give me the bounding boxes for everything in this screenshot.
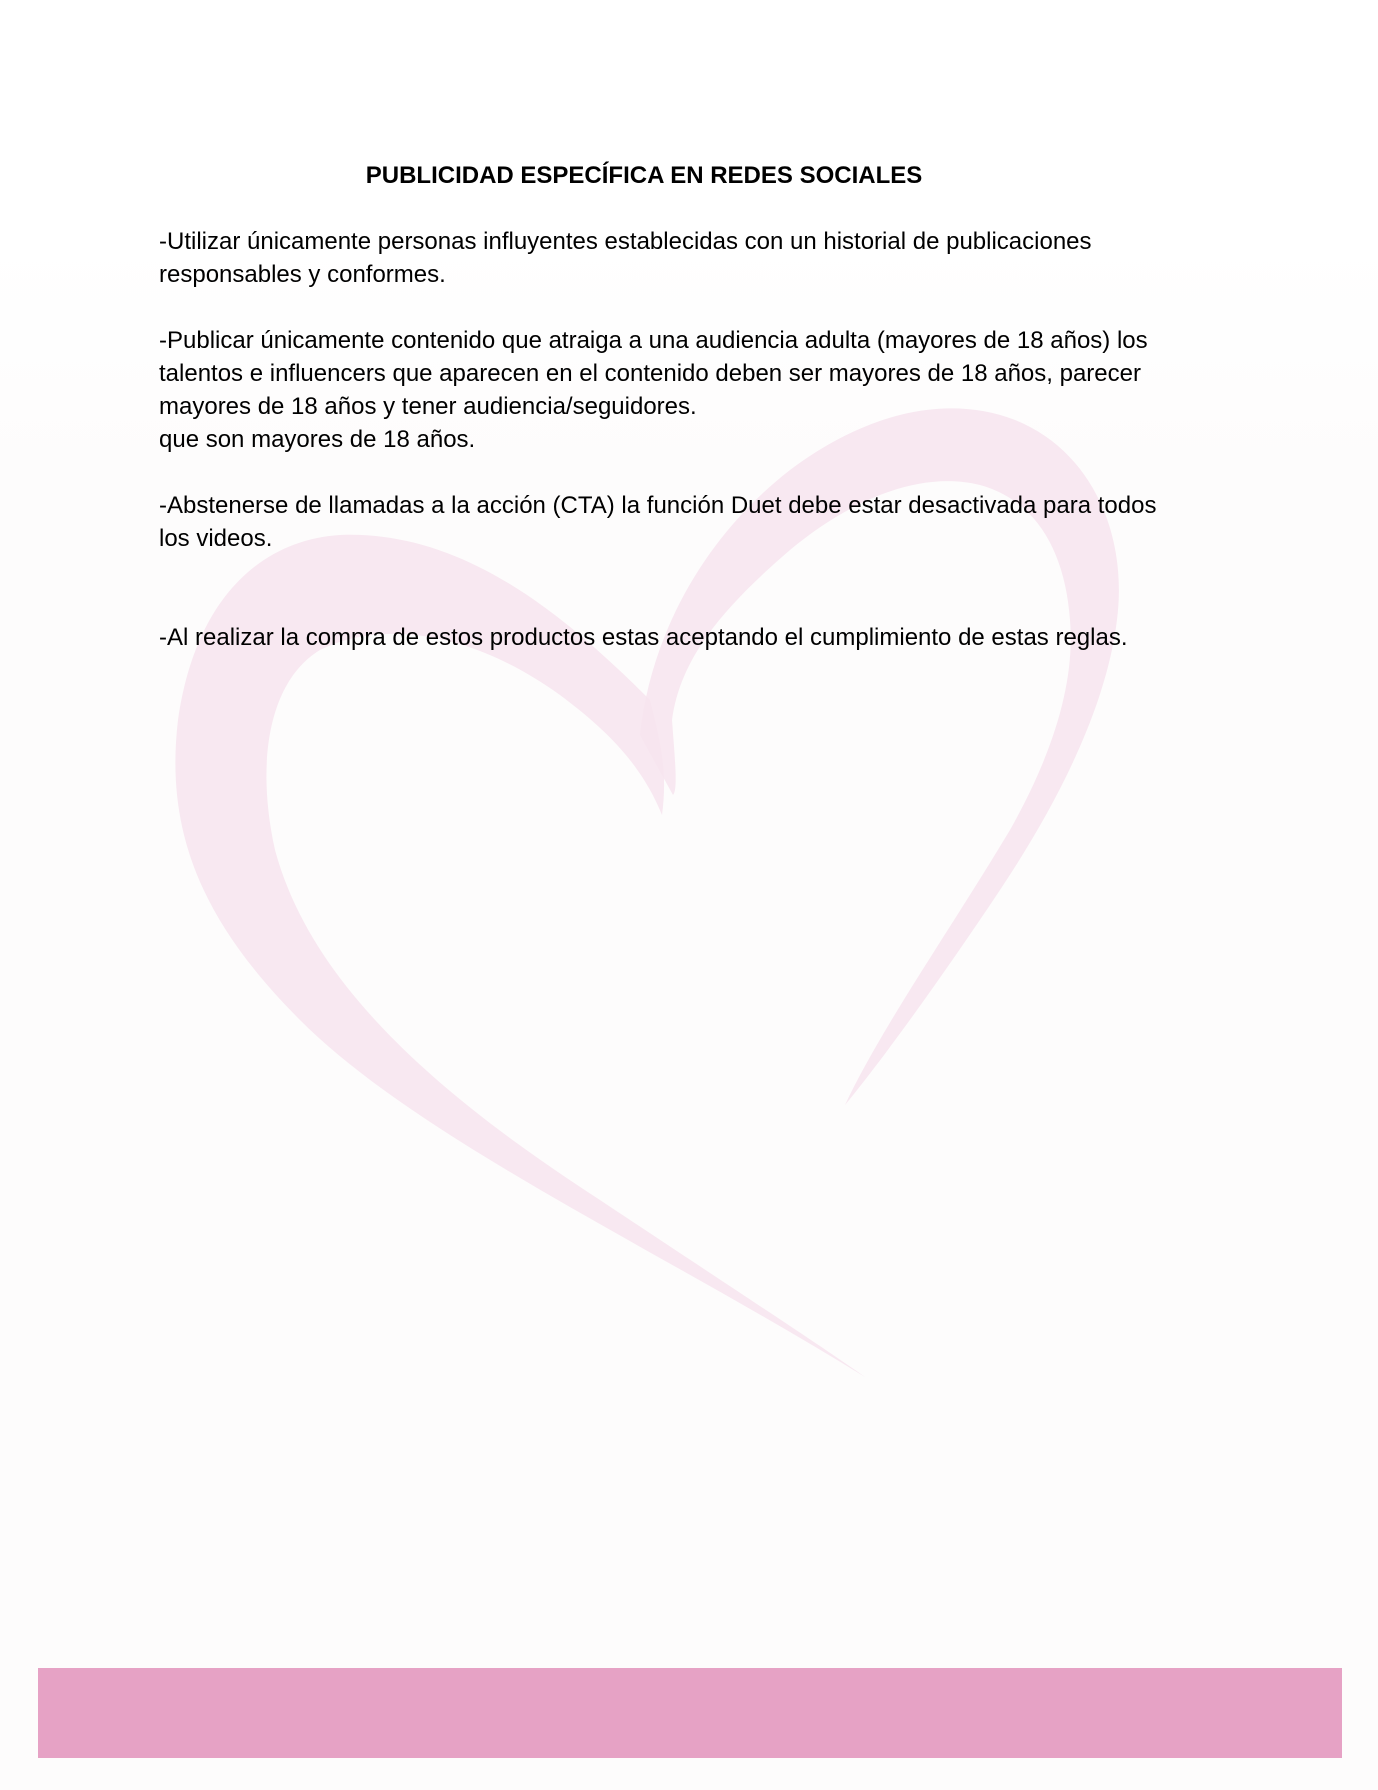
heart-left-stroke: [175, 535, 865, 1377]
document-title: PUBLICIDAD ESPECÍFICA EN REDES SOCIALES: [365, 162, 923, 189]
paragraph-influencers: -Utilizar únicamente personas influyentes establecidas con un historial de publicaciones responsables y conformes.: [159, 228, 1092, 288]
paragraph-adult-audience: -Publicar únicamente contenido que atraiga a una audiencia adulta (mayores de 18 años) los talentos e influencers que aparecen en el contenido deben ser mayores de 18 años, parecer mayores de 18 años y tener audiencia/seguidores. que son mayores de 18 años.: [159, 327, 1148, 453]
footer-band: [38, 1668, 1342, 1758]
paragraph-purchase-acceptance: -Al realizar la compra de estos productos estas aceptando el cumplimiento de estas reglas.: [159, 624, 1128, 651]
paragraph-cta-duet: -Abstenerse de llamadas a la acción (CTA) la función Duet debe estar desactivada para todos los videos.: [159, 492, 1157, 552]
document-body: [159, 160, 1219, 654]
